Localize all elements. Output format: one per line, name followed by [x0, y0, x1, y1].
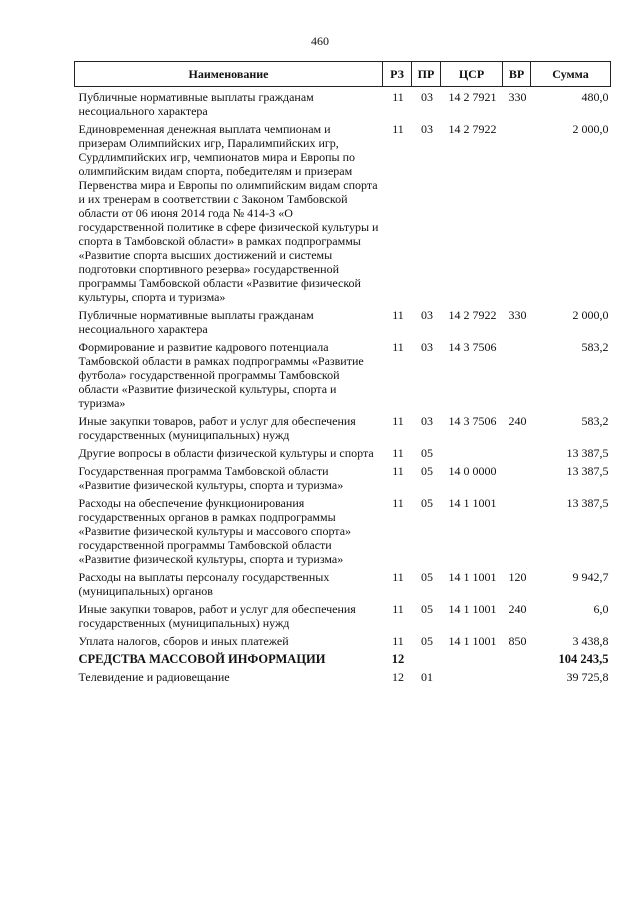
cell-vr	[503, 496, 531, 570]
cell-rz: 11	[392, 90, 404, 104]
cell-rz: 11	[392, 496, 404, 510]
cell-name: Расходы на выплаты персоналу государственных (муниципальных) органов	[78, 570, 330, 598]
cell-name: Публичные нормативные выплаты гражданам несоциального характера	[78, 90, 314, 118]
cell-vr	[503, 652, 531, 670]
cell-vr	[503, 446, 531, 464]
cell-name: Расходы на обеспечение функционирования государственных органов в рамках подпрограммы «Развитие физической культуры и массового спорта» государственной программы Тамбовской области «Развитие физической культуры, спорта и туризма»	[78, 496, 352, 566]
cell-sum: 13 387,5	[566, 446, 609, 460]
cell-name: Иные закупки товаров, работ и услуг для обеспечения государственных (муниципальных) нужд	[78, 414, 356, 442]
cell-name: СРЕДСТВА МАССОВОЙ ИНФОРМАЦИИ	[78, 652, 326, 666]
table-row	[75, 496, 611, 570]
cell-sum: 9 942,7	[572, 570, 609, 584]
header-pr: ПР	[412, 62, 441, 87]
header-name: Наименование	[75, 62, 383, 87]
cell-name: Государственная программа Тамбовской области «Развитие физической культуры, спорта и туризма»	[78, 464, 344, 492]
cell-vr: 330	[508, 90, 527, 104]
table-row	[75, 122, 611, 308]
cell-csr: 14 0 0000	[448, 464, 497, 478]
cell-rz: 11	[392, 308, 404, 322]
table-row	[75, 602, 611, 634]
cell-rz: 12	[392, 670, 404, 684]
cell-sum: 104 243,5	[558, 652, 609, 666]
cell-rz: 11	[392, 602, 404, 616]
cell-sum: 6,0	[593, 602, 609, 616]
cell-pr: 05	[421, 496, 433, 510]
cell-name: Публичные нормативные выплаты гражданам несоциального характера	[78, 308, 314, 336]
cell-vr: 240	[508, 602, 527, 616]
cell-csr: 14 1 1001	[448, 496, 497, 510]
cell-csr: 14 2 7922	[448, 308, 497, 322]
cell-csr: 14 3 7506	[448, 414, 497, 428]
cell-csr: 14 3 7506	[448, 340, 497, 354]
table-row	[75, 634, 611, 652]
cell-vr	[503, 464, 531, 496]
table-row	[75, 570, 611, 602]
cell-csr: 14 1 1001	[448, 570, 497, 584]
cell-rz: 11	[392, 570, 404, 584]
cell-sum: 3 438,8	[572, 634, 609, 648]
cell-vr	[503, 122, 531, 308]
cell-name: Уплата налогов, сборов и иных платежей	[78, 634, 289, 648]
cell-csr	[441, 670, 503, 688]
cell-name: Единовременная денежная выплата чемпионам и призерам Олимпийских игр, Паралимпийских игр, Сурдлимпийских игр, чемпионатов мира и Европы по олимпийским видам спорта, победителям и призерам Первенства мира и Европы по олимпийским видам спорта и их тренерам в соответствии с Законом Тамбовской области от 06 июня 2014 года № 414-З «О государственной политике в сфере физической культуры и спорта в Тамбовской области» в рамках подпрограммы «Развитие спорта высших достижений и системы подготовки спортивного резерва» государственной программы Тамбовской области «Развитие физической культуры, спорта и туризма»	[78, 122, 379, 304]
cell-sum: 583,2	[581, 414, 609, 428]
cell-name: Телевидение и радиовещание	[78, 670, 230, 684]
header-vr: ВР	[503, 62, 531, 87]
cell-sum: 2 000,0	[572, 122, 609, 136]
cell-pr: 03	[421, 122, 433, 136]
cell-pr: 05	[421, 634, 433, 648]
cell-sum: 39 725,8	[566, 670, 609, 684]
cell-sum: 13 387,5	[566, 464, 609, 478]
cell-pr: 01	[421, 670, 433, 684]
cell-csr: 14 2 7922	[448, 122, 497, 136]
cell-sum: 480,0	[581, 90, 609, 104]
budget-table	[74, 61, 611, 688]
cell-rz: 11	[392, 122, 404, 136]
cell-vr: 120	[508, 570, 527, 584]
table-row	[75, 464, 611, 496]
cell-sum: 2 000,0	[572, 308, 609, 322]
cell-pr: 03	[421, 90, 433, 104]
cell-pr: 03	[421, 308, 433, 322]
header-rz: РЗ	[383, 62, 412, 87]
cell-vr	[503, 670, 531, 688]
cell-rz: 12	[391, 652, 405, 666]
table-row	[75, 87, 611, 123]
page-number: 460	[311, 34, 329, 48]
table-row	[75, 414, 611, 446]
header-sum: Сумма	[531, 62, 611, 87]
cell-rz: 11	[392, 446, 404, 460]
header-csr: ЦСР	[441, 62, 503, 87]
cell-csr: 14 1 1001	[448, 602, 497, 616]
cell-name: Иные закупки товаров, работ и услуг для обеспечения государственных (муниципальных) нужд	[78, 602, 356, 630]
cell-vr: 850	[508, 634, 527, 648]
cell-sum: 583,2	[581, 340, 609, 354]
cell-pr: 03	[421, 414, 433, 428]
cell-rz: 11	[392, 414, 404, 428]
table-row	[75, 340, 611, 414]
cell-pr: 05	[421, 446, 433, 460]
cell-rz: 11	[392, 340, 404, 354]
table-row	[75, 652, 611, 670]
cell-csr	[441, 652, 503, 670]
cell-sum: 13 387,5	[566, 496, 609, 510]
table-body	[75, 87, 611, 689]
table-row	[75, 308, 611, 340]
cell-pr: 05	[421, 602, 433, 616]
cell-pr: 03	[421, 340, 433, 354]
cell-csr	[441, 446, 503, 464]
cell-name: Другие вопросы в области физической культуры и спорта	[78, 446, 374, 460]
cell-name: Формирование и развитие кадрового потенциала Тамбовской области в рамках подпрограммы «Развитие футбола» государственной программы Тамбовской области «Развитие физической культуры, спорта и туризма»	[78, 340, 364, 410]
cell-vr: 330	[508, 308, 527, 322]
cell-vr	[503, 340, 531, 414]
cell-rz: 11	[392, 464, 404, 478]
cell-pr	[412, 652, 441, 670]
table-row	[75, 446, 611, 464]
cell-rz: 11	[392, 634, 404, 648]
table-row	[75, 670, 611, 688]
cell-pr: 05	[421, 570, 433, 584]
cell-pr: 05	[421, 464, 433, 478]
cell-csr: 14 1 1001	[448, 634, 497, 648]
cell-csr: 14 2 7921	[448, 90, 497, 104]
table-header-row	[75, 62, 611, 87]
cell-vr: 240	[508, 414, 527, 428]
